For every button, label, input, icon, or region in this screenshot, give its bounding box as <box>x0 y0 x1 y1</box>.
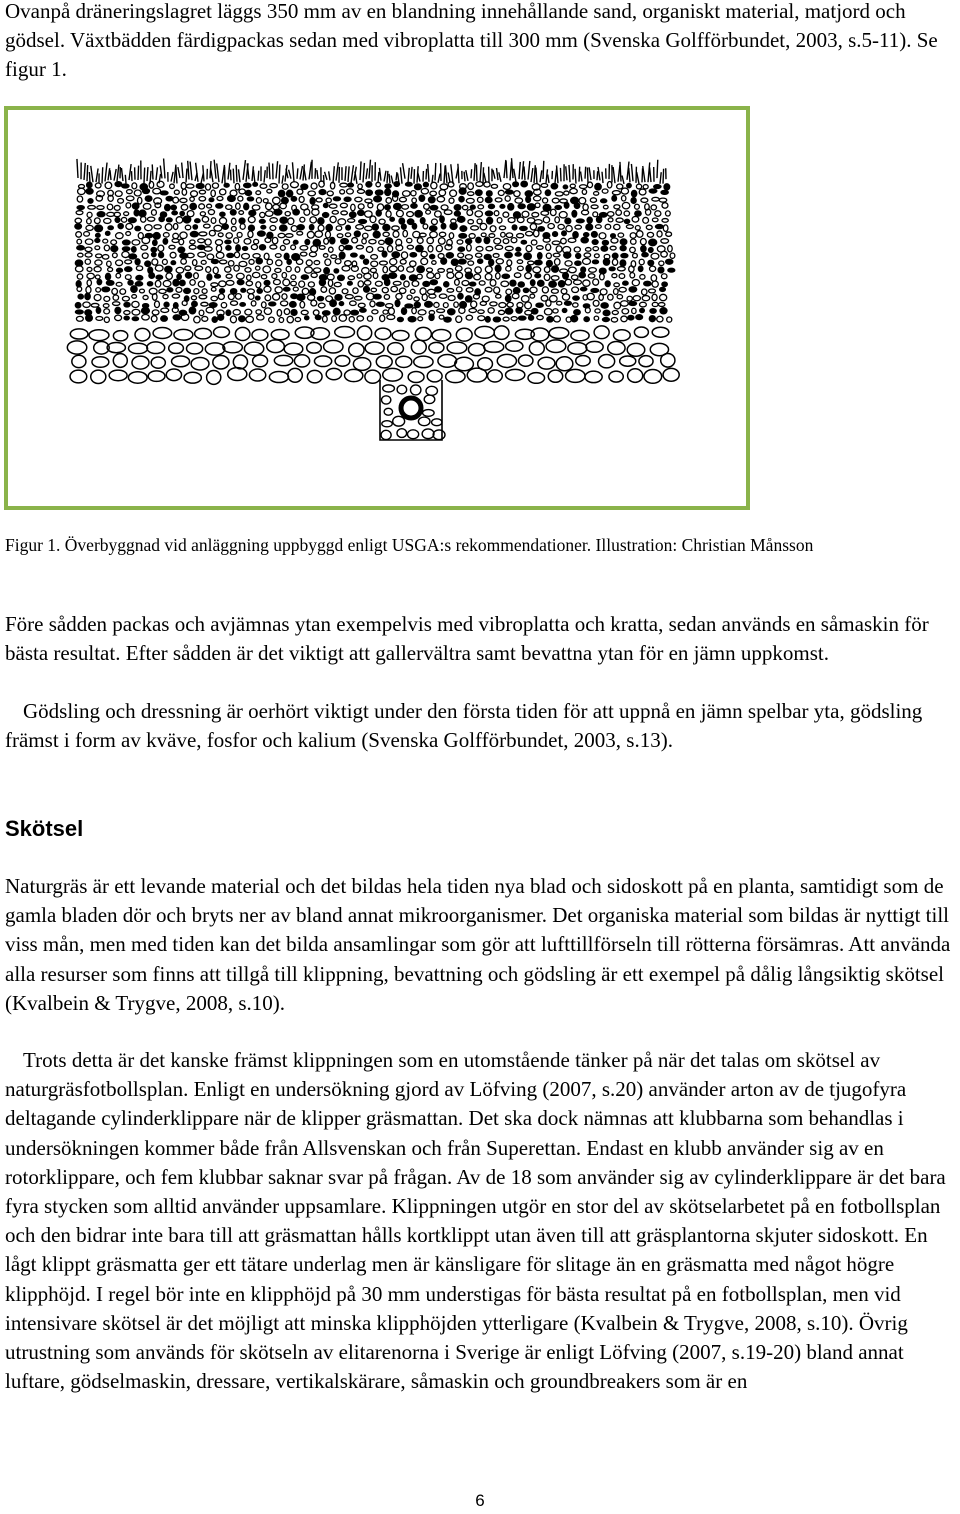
rootzone-layer <box>75 181 675 323</box>
section-heading: Skötsel <box>5 816 84 841</box>
paragraph-fertilizing: Gödsling och dressning är oerhört viktigt under den första tiden för att uppnå en jämn spelbar yta, gödsling främst i form av kväve, fosfor och kalium (Svenska Golfförbundet, 2003, s.13). <box>5 699 923 753</box>
gravel-layer <box>67 326 679 384</box>
figure-1 <box>4 106 750 510</box>
paragraph-intro: Ovanpå dräneringslagret läggs 350 mm av en blandning innehållande sand, organiskt material, matjord och gödsel. Växtbädden färdigpackas sedan med vibroplatta till 300 mm (Svenska Golfförbundet, 2003, s.5-11). Se figur 1. <box>5 0 938 82</box>
grass-layer <box>77 158 666 184</box>
paragraph-sowing: Före sådden packas och avjämnas ytan exempelvis med vibroplatta och kratta, sedan används en såmaskin för bästa resultat. Efter sådden är det viktigt att gallervältra samt bevattna ytan för en jämn uppkomst. <box>5 612 929 666</box>
soil-profile-illustration <box>8 110 746 506</box>
paragraph-mowing: Trots detta är det kanske främst klippningen som en utomstående tänker på när det talas om skötsel av naturgräsfotbollsplan. Enligt en undersökning gjord av Löfving (2007, s.20) använder arton av de tjugofyra deltagande cylinderklippare när de klipper gräsmattan. Det ska dock nämnas att klubbarna som behandlas i undersökningen kommer både från Allsvenskan och från Superettan. Endast en klubb använder sig av en rotorklippare, och fem klubbar saknar svar på frågan. Av de 18 som använder sig av cylinderklippare är det bara fyra stycken som alltid använder uppsamlare. Klippningen utgör en stor del av skötselarbetet på en fotbollsplan och den bidrar inte bara till att gräsmattan hålls kortklippt utan även till att gräsplantorna skjuter sidoskott. En lågt klippt gräsmatta ger ett tätare underlag men är känsligare för slitage än en gräsmatta med något högre klipphöjd. I regel bör inte en klipphöjd på 30 mm understigas för bästa resultat på en fotbollsplan, men vid intensivare skötsel är det möjligt att minska klipphöjden ytterligare (Kvalbein & Trygve, 2008, s.10). Övrig utrustning som används för skötseln av elitarenorna i Sverige är enligt Löfving (2007, s.19-20) bland annat luftare, gödselmaskin, dressare, vertikalskärare, såmaskin och groundbreakers som är en <box>5 1048 946 1394</box>
paragraph-natural-grass: Naturgräs är ett levande material och det bildas hela tiden nya blad och sidoskott på en planta, samtidigt som de gamla bladen dör och bryts ner av bland annat mikroorganismer. Det organiska material som bildas är nyttigt till viss mån, men med tiden kan det bilda ansamlingar som gör att lufttillförseln till rötterna försämras. Att använda alla resurser som finns att tillgå till klippning, bevattning och gödsling är ett exempel på dålig långsiktig skötsel (Kvalbein & Trygve, 2008, s.10). <box>5 874 951 1015</box>
page-number: 6 <box>475 1491 485 1510</box>
drain-pipe-icon <box>401 398 421 418</box>
figure-caption: Figur 1. Överbyggnad vid anläggning uppbyggd enligt USGA:s rekommendationer. Illustration: Christian Månsson <box>5 535 814 555</box>
